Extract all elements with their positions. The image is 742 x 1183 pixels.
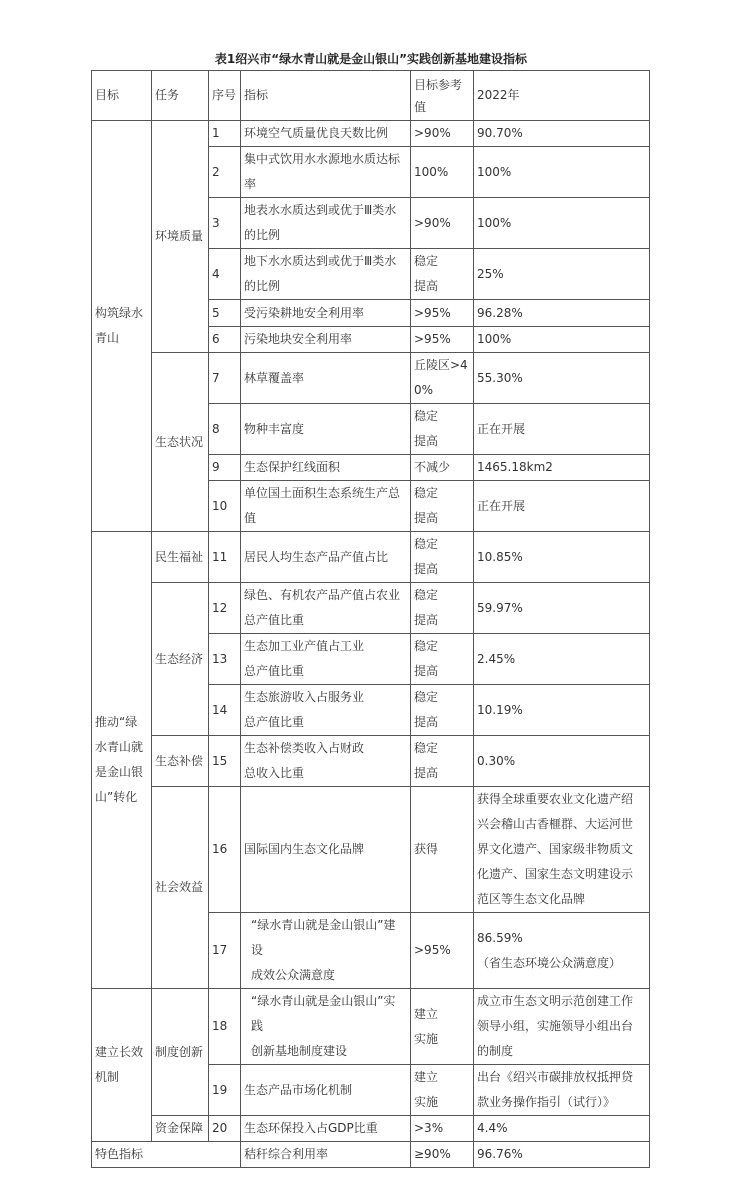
table-row xyxy=(92,1142,650,1168)
task-cell: 生态状况 xyxy=(152,353,209,532)
table-row xyxy=(92,736,650,787)
row-value: 100% xyxy=(474,198,650,249)
row-indicator: 国际国内生态文化品牌 xyxy=(241,787,411,913)
row-value: 100% xyxy=(474,147,650,198)
row-indicator: 生态加工业产值占工业 总产值比重 xyxy=(241,634,411,685)
goal-cell-special: 特色指标 xyxy=(92,1142,241,1168)
row-value: 10.19% xyxy=(474,685,650,736)
task-cell: 社会效益 xyxy=(152,787,209,989)
header-no: 序号 xyxy=(209,71,241,121)
row-value: 出台《绍兴市碳排放权抵押贷 款业务操作指引（试行）》 xyxy=(474,1065,650,1116)
row-target: 100% xyxy=(411,147,474,198)
task-cell: 环境质量 xyxy=(152,121,209,353)
row-target: 建立 实施 xyxy=(411,989,474,1065)
row-indicator: 生态补偿类收入占财政 总收入比重 xyxy=(241,736,411,787)
row-no: 18 xyxy=(209,989,241,1065)
row-target: 稳定 提高 xyxy=(411,532,474,583)
row-target: 稳定 提高 xyxy=(411,249,474,300)
row-no: 6 xyxy=(209,327,241,353)
row-target: 稳定 提高 xyxy=(411,583,474,634)
row-target: 稳定 提高 xyxy=(411,481,474,532)
row-indicator: 生态环保投入占GDP比重 xyxy=(241,1116,411,1142)
task-cell: 制度创新 xyxy=(152,989,209,1116)
row-target: 获得 xyxy=(411,787,474,913)
table-row xyxy=(92,121,650,147)
row-no: 8 xyxy=(209,404,241,455)
row-indicator: 集中式饮用水水源地水质达标 率 xyxy=(241,147,411,198)
goal-cell: 推动“绿 水青山就 是金山银 山”转化 xyxy=(92,532,152,989)
row-target: >95% xyxy=(411,327,474,353)
row-value: 正在开展 xyxy=(474,404,650,455)
goal-cell: 构筑绿水 青山 xyxy=(92,121,152,532)
table-row xyxy=(92,787,650,913)
row-target: >3% xyxy=(411,1116,474,1142)
row-no: 9 xyxy=(209,455,241,481)
row-value: 4.4% xyxy=(474,1116,650,1142)
row-value: 59.97% xyxy=(474,583,650,634)
row-value: 55.30% xyxy=(474,353,650,404)
row-no: 20 xyxy=(209,1116,241,1142)
row-no: 10 xyxy=(209,481,241,532)
row-no: 16 xyxy=(209,787,241,913)
row-indicator: 环境空气质量优良天数比例 xyxy=(241,121,411,147)
header-goal: 目标 xyxy=(92,71,152,121)
row-no: 2 xyxy=(209,147,241,198)
table-row xyxy=(92,583,650,634)
row-no: 1 xyxy=(209,121,241,147)
header-indicator: 指标 xyxy=(241,71,411,121)
row-no: 4 xyxy=(209,249,241,300)
row-indicator: 生态保护红线面积 xyxy=(241,455,411,481)
row-indicator: 生态产品市场化机制 xyxy=(241,1065,411,1116)
row-indicator: 生态旅游收入占服务业 总产值比重 xyxy=(241,685,411,736)
row-target: 稳定 提高 xyxy=(411,404,474,455)
row-value: 25% xyxy=(474,249,650,300)
row-target: 丘陵区>4 0% xyxy=(411,353,474,404)
task-cell: 生态经济 xyxy=(152,583,209,736)
row-no: 5 xyxy=(209,300,241,327)
row-no: 7 xyxy=(209,353,241,404)
header-2022: 2022年 xyxy=(474,71,650,121)
row-target: >90% xyxy=(411,121,474,147)
row-no: 19 xyxy=(209,1065,241,1116)
row-value: 90.70% xyxy=(474,121,650,147)
row-target: ≥90% xyxy=(411,1142,474,1168)
row-value: 96.28% xyxy=(474,300,650,327)
row-value: 正在开展 xyxy=(474,481,650,532)
row-indicator: 地表水水质达到或优于Ⅲ类水 的比例 xyxy=(241,198,411,249)
task-cell: 资金保障 xyxy=(152,1116,209,1142)
table-header-row xyxy=(92,71,650,121)
row-indicator: 污染地块安全利用率 xyxy=(241,327,411,353)
row-value: 100% xyxy=(474,327,650,353)
row-no: 13 xyxy=(209,634,241,685)
row-indicator: 绿色、有机农产品产值占农业 总产值比重 xyxy=(241,583,411,634)
row-no: 3 xyxy=(209,198,241,249)
task-cell: 生态补偿 xyxy=(152,736,209,787)
row-indicator: 地下水水质达到或优于Ⅲ类水 的比例 xyxy=(241,249,411,300)
row-target: 稳定 提高 xyxy=(411,736,474,787)
row-no: 17 xyxy=(209,913,241,989)
header-task: 任务 xyxy=(152,71,209,121)
row-indicator: 受污染耕地安全利用率 xyxy=(241,300,411,327)
row-target: >90% xyxy=(411,198,474,249)
row-target: >95% xyxy=(411,300,474,327)
row-target: 不减少 xyxy=(411,455,474,481)
row-no: 15 xyxy=(209,736,241,787)
row-value: 96.76% xyxy=(474,1142,650,1168)
row-indicator: 居民人均生态产品产值占比 xyxy=(241,532,411,583)
row-value: 获得全球重要农业文化遗产绍 兴会稽山古香榧群、大运河世 界文化遗产、国家级非物质文 化遗产、国家生态文明建设示 范区等生态文化品牌 xyxy=(474,787,650,913)
row-no: 11 xyxy=(209,532,241,583)
row-target: >95% xyxy=(411,913,474,989)
row-value: 成立市生态文明示范创建工作 领导小组，实施领导小组出台 的制度 xyxy=(474,989,650,1065)
row-target: 稳定 提高 xyxy=(411,685,474,736)
task-cell: 民生福祉 xyxy=(152,532,209,583)
row-indicator: “绿水青山就是金山银山”实 践 创新基地制度建设 xyxy=(241,989,411,1065)
row-indicator: 秸秆综合利用率 xyxy=(241,1142,411,1168)
row-no: 12 xyxy=(209,583,241,634)
row-indicator: 物种丰富度 xyxy=(241,404,411,455)
page-title: 表1绍兴市“绿水青山就是金山银山”实践创新基地建设指标 xyxy=(214,52,528,66)
header-target: 目标参考 值 xyxy=(411,71,474,121)
row-target: 建立 实施 xyxy=(411,1065,474,1116)
row-target: 稳定 提高 xyxy=(411,634,474,685)
row-value: 10.85% xyxy=(474,532,650,583)
table-row xyxy=(92,353,650,404)
indicator-table xyxy=(91,70,650,1168)
goal-cell: 建立长效 机制 xyxy=(92,989,152,1142)
row-value: 0.30% xyxy=(474,736,650,787)
row-no: 14 xyxy=(209,685,241,736)
row-value: 86.59% （省生态环境公众满意度） xyxy=(474,913,650,989)
row-value: 2.45% xyxy=(474,634,650,685)
table-row xyxy=(92,532,650,583)
row-indicator: 林草覆盖率 xyxy=(241,353,411,404)
row-indicator: 单位国土面积生态系统生产总 值 xyxy=(241,481,411,532)
row-value: 1465.18km2 xyxy=(474,455,650,481)
table-row xyxy=(92,1116,650,1142)
row-indicator: “绿水青山就是金山银山”建 设 成效公众满意度 xyxy=(241,913,411,989)
table-row xyxy=(92,989,650,1065)
